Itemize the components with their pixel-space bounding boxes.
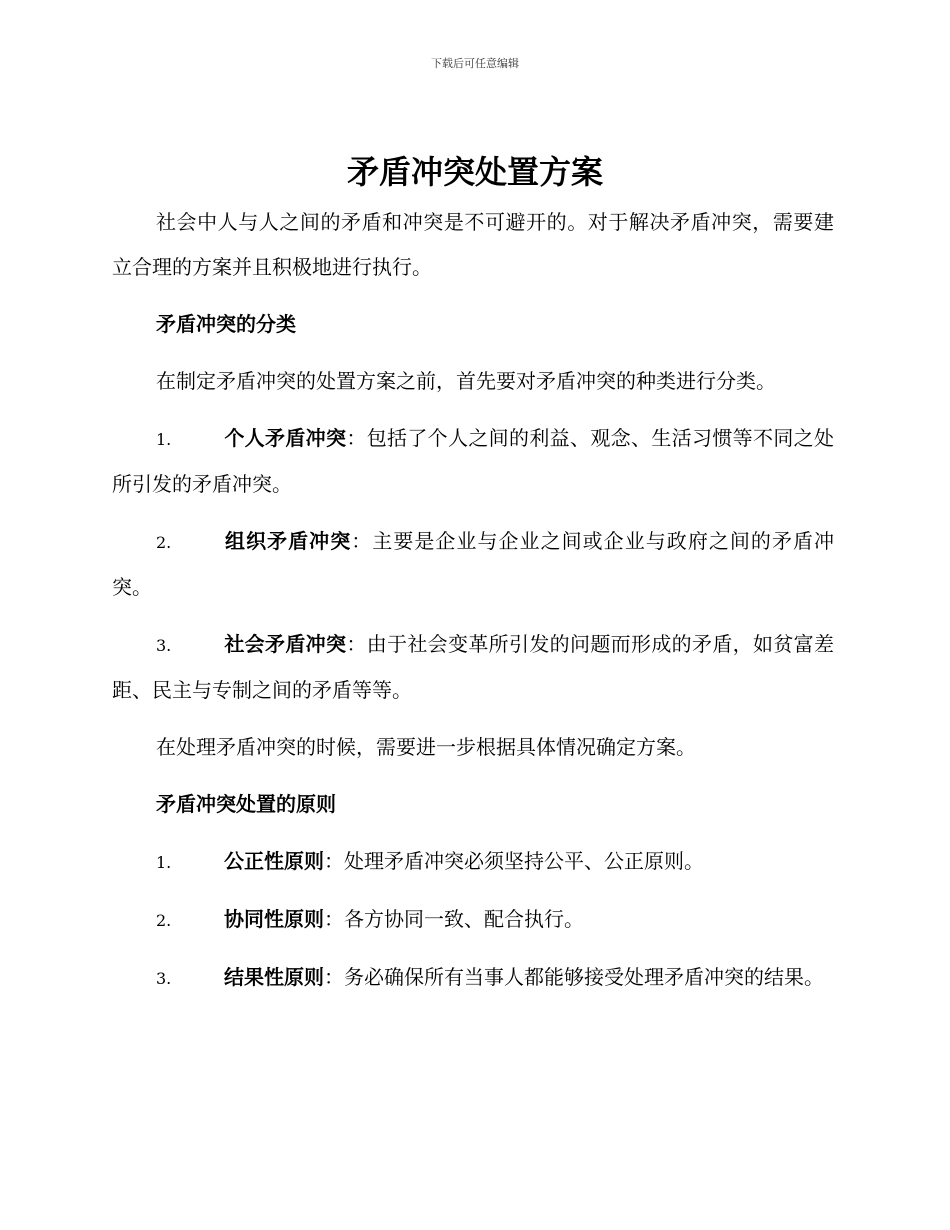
list-item-separator: ： (346, 426, 367, 450)
document-title: 矛盾冲突处置方案 (346, 153, 603, 191)
list-item-description: 包括了个人之间的利益、观念、生活习惯等不同之处所引发的矛盾冲突。 (112, 426, 835, 496)
list-item (112, 955, 834, 1001)
list-item-term: 个人矛盾冲突 (224, 426, 347, 450)
list-item-number: 3. (156, 969, 172, 988)
list-item-description: 处理矛盾冲突必须坚持公平、公正原则。 (344, 849, 704, 873)
list-item-number: 3. (156, 636, 172, 655)
list-item (112, 897, 834, 943)
list-item-description: 主要是企业与企业之间或企业与政府之间的矛盾冲突。 (112, 529, 835, 599)
intro-paragraph: 社会中人与人之间的矛盾和冲突是不可避开的。对于解决矛盾冲突，需要建立合理的方案并且积极地进行执行。 (112, 210, 834, 279)
list-item-number: 2. (156, 911, 172, 930)
list-item-term: 社会矛盾冲突 (224, 632, 347, 656)
list-item (112, 416, 834, 507)
document-body (112, 200, 834, 1013)
list-item-term: 公正性原则 (224, 849, 324, 873)
list-item-description: 各方协同一致、配合执行。 (344, 907, 584, 931)
list-item-separator: ： (346, 632, 367, 656)
list-item (112, 622, 834, 713)
section-heading-classification: 矛盾冲突的分类 (156, 312, 296, 336)
list-item-description: 务必确保所有当事人都能够接受处理矛盾冲突的结果。 (344, 965, 824, 989)
list-item-separator: ： (324, 849, 344, 873)
list-item-description: 由于社会变革所引发的问题而形成的矛盾，如贫富差距、民主与专制之间的矛盾等等。 (112, 632, 835, 702)
list-item-number: 2. (156, 533, 172, 552)
list-item (112, 519, 834, 610)
section-heading-principles: 矛盾冲突处置的原则 (156, 792, 336, 816)
list-item-number: 1. (156, 430, 172, 449)
classification-lead-paragraph: 在制定矛盾冲突的处置方案之前，首先要对矛盾冲突的种类进行分类。 (156, 369, 776, 393)
list-item-term: 协同性原则 (224, 907, 324, 931)
page-header-note: 下载后可任意编辑 (431, 57, 519, 70)
list-item-separator: ： (324, 907, 344, 931)
list-item-separator: ： (324, 965, 344, 989)
list-item-term: 组织矛盾冲突 (224, 529, 352, 553)
classification-closing-paragraph: 在处理矛盾冲突的时候，需要进一步根据具体情况确定方案。 (156, 735, 696, 759)
list-item (112, 839, 834, 885)
list-item-term: 结果性原则 (224, 965, 324, 989)
list-item-number: 1. (156, 853, 172, 872)
list-item-separator: ： (351, 529, 373, 553)
